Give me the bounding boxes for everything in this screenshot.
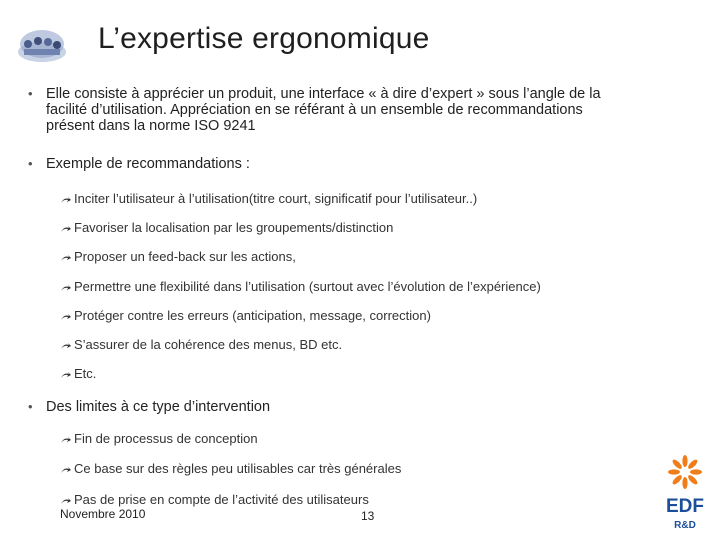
list-item [60,191,477,206]
list-item [60,220,393,235]
conference-image [16,22,68,66]
bullet-dot-icon: • [28,86,33,101]
arrow-bullet-icon [60,253,72,263]
arrow-bullet-icon [60,370,72,380]
bullet-text: Exemple de recommandations : [46,156,250,172]
list-item-text: Proposer un feed-back sur les actions, [74,249,296,264]
list-item [60,308,431,323]
list-item [60,492,369,507]
bullet-definition [28,86,668,136]
list-item [60,249,296,264]
edf-rd-text: R&D [674,520,696,531]
list-item-text: Protéger contre les erreurs (anticipation, message, correction) [74,308,431,323]
bullet-examples [28,156,668,174]
bullet-line: présent dans la norme ISO 9241 [46,118,256,134]
list-item-text: Fin de processus de conception [74,431,258,446]
bullet-text: Des limites à ce type d’intervention [46,399,271,415]
slide-title: L’expertise ergonomique [98,22,430,55]
list-item-text: Permettre une flexibilité dans l’utilisation (surtout avec l’évolution de l’expérience) [74,279,541,294]
arrow-bullet-icon [60,465,72,475]
list-item-text: Pas de prise en compte de l’activité des utilisateurs [74,492,369,507]
arrow-bullet-icon [60,435,72,445]
list-item-text: Etc. [74,366,97,381]
arrow-bullet-icon [60,312,72,322]
list-item-text: Favoriser la localisation par les groupements/distinction [74,220,394,235]
page-number: 13 [361,509,375,523]
list-item [60,461,401,476]
list-item [60,366,96,381]
list-item-text: S’assurer de la cohérence des menus, BD etc. [74,337,343,352]
bullet-line: Elle consiste à apprécier un produit, une interface « à dire d’expert » sous l’angle de la [46,86,601,102]
bullet-dot-icon: • [28,399,33,414]
edf-logo [660,452,710,532]
bullet-dot-icon: • [28,156,33,171]
arrow-bullet-icon [60,283,72,293]
footer-date: Novembre 2010 [60,507,146,521]
list-item [60,337,342,352]
bullet-line: facilité d’utilisation. Appréciation en se référant à un ensemble de recommandations [46,102,583,118]
arrow-bullet-icon [60,341,72,351]
list-item-text: Ce base sur des règles peu utilisables car très générales [74,461,402,476]
list-item-text: Inciter l’utilisateur à l’utilisation(titre court, significatif pour l’utilisateur..) [74,191,478,206]
arrow-bullet-icon [60,496,72,506]
arrow-bullet-icon [60,195,72,205]
edf-logo-text: EDF [666,496,704,517]
list-item [60,279,541,294]
list-item [60,431,258,446]
arrow-bullet-icon [60,224,72,234]
bullet-text [46,86,601,134]
bullet-limits [28,399,668,417]
